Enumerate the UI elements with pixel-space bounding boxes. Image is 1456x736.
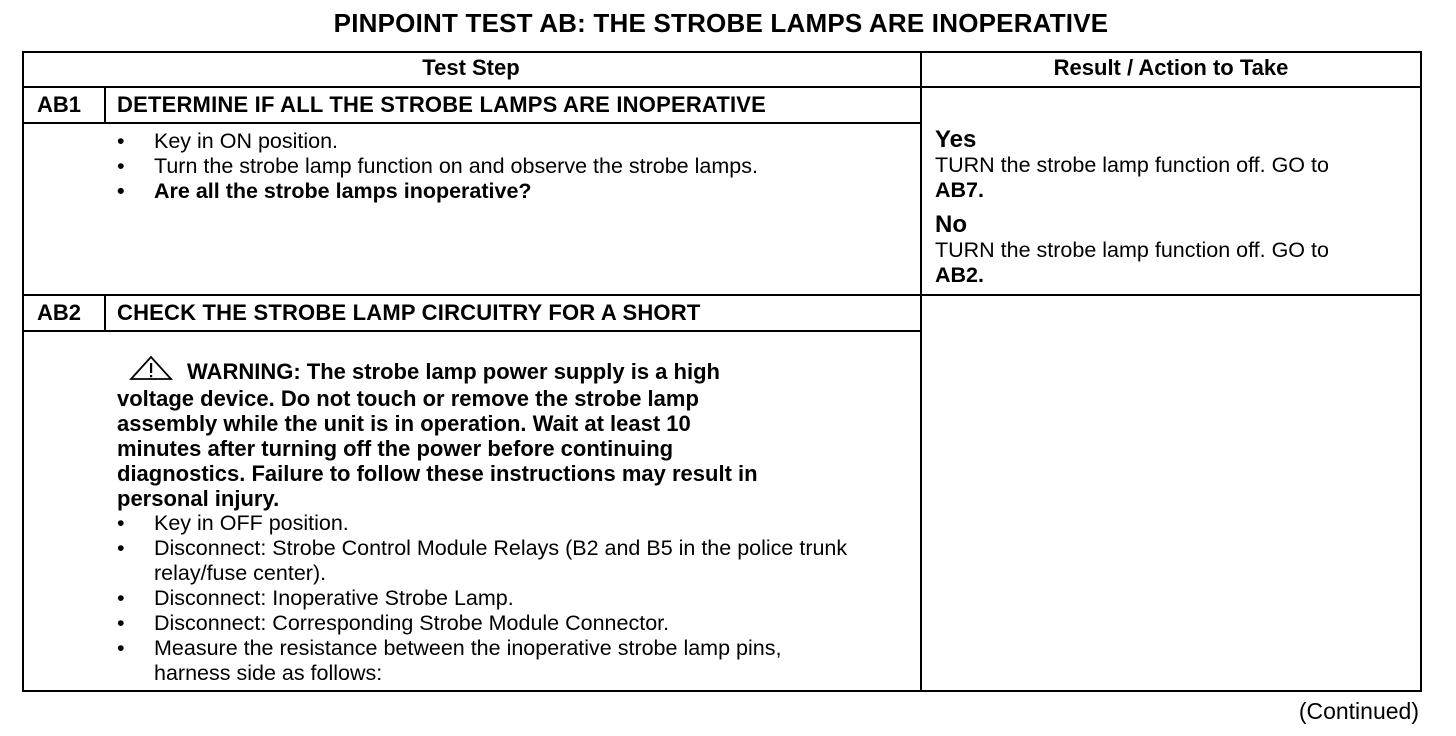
list-item: • Turn the strobe lamp function on and observe the strobe lamps. (117, 154, 907, 179)
goto-step-ref: AB2 (935, 263, 979, 287)
table-border-left (22, 51, 24, 692)
warning-line: personal injury. (117, 486, 280, 511)
result-yes-text: TURN the strobe lamp function off. GO to (935, 153, 1329, 177)
warning-line: diagnostics. Failure to follow these instructions may result in (117, 461, 758, 486)
list-item: • Key in ON position. (117, 129, 907, 154)
step-id-ab1: AB1 (37, 92, 82, 117)
warning-line: voltage device. Do not touch or remove the strobe lamp (117, 386, 699, 411)
step-heading-ab2: CHECK THE STROBE LAMP CIRCUITRY FOR A SHORT (117, 300, 701, 325)
result-yes-goto: AB7. (935, 178, 984, 202)
step-id-ab2: AB2 (37, 300, 82, 325)
table-border-top (22, 51, 1422, 53)
warning-line: WARNING: The strobe lamp power supply is a high (117, 355, 907, 386)
list-item: • Disconnect: Inoperative Strobe Lamp. (117, 586, 857, 611)
goto-step-ref: AB7 (935, 178, 979, 202)
row-divider (22, 294, 1422, 296)
ab1-heading-divider (22, 122, 921, 124)
table-border-right (1420, 51, 1422, 692)
ab2-bullet-list (117, 511, 857, 686)
result-no-text: TURN the strobe lamp function off. GO to (935, 238, 1329, 262)
ab1-id-divider (104, 87, 106, 123)
header-divider (22, 86, 1422, 88)
ab1-bullet-list (117, 129, 907, 204)
warning-triangle-icon (129, 355, 173, 386)
pinpoint-test-table (22, 51, 1422, 692)
warning-line: assembly while the unit is in operation. Wait at least 10 (117, 411, 691, 436)
step-heading-ab1: DETERMINE IF ALL THE STROBE LAMPS ARE INOPERATIVE (117, 92, 767, 117)
list-item: • Key in OFF position. (117, 511, 857, 536)
warning-line: minutes after turning off the power before continuing (117, 436, 674, 461)
page-title: PINPOINT TEST AB: THE STROBE LAMPS ARE INOPERATIVE (333, 8, 1109, 38)
list-item: • Are all the strobe lamps inoperative? (117, 179, 907, 204)
continued-label: (Continued) (1298, 698, 1419, 724)
result-no-goto: AB2. (935, 263, 984, 287)
warning-block (117, 355, 907, 511)
ab1-result (935, 127, 1415, 288)
column-divider (920, 51, 922, 692)
list-item: • Measure the resistance between the inoperative strobe lamp pins, harness side as follows: (117, 636, 857, 686)
result-no-label: No (935, 211, 967, 238)
header-test-step: Test Step (422, 55, 520, 80)
ab2-id-divider (104, 295, 106, 331)
result-yes-label: Yes (935, 126, 977, 153)
table-border-bottom (22, 690, 1422, 692)
ab2-heading-divider (22, 330, 921, 332)
header-result: Result / Action to Take (1053, 55, 1289, 80)
list-item: • Disconnect: Corresponding Strobe Module Connector. (117, 611, 857, 636)
list-item: • Disconnect: Strobe Control Module Relays (B2 and B5 in the police trunk relay/fuse center). (117, 536, 857, 586)
